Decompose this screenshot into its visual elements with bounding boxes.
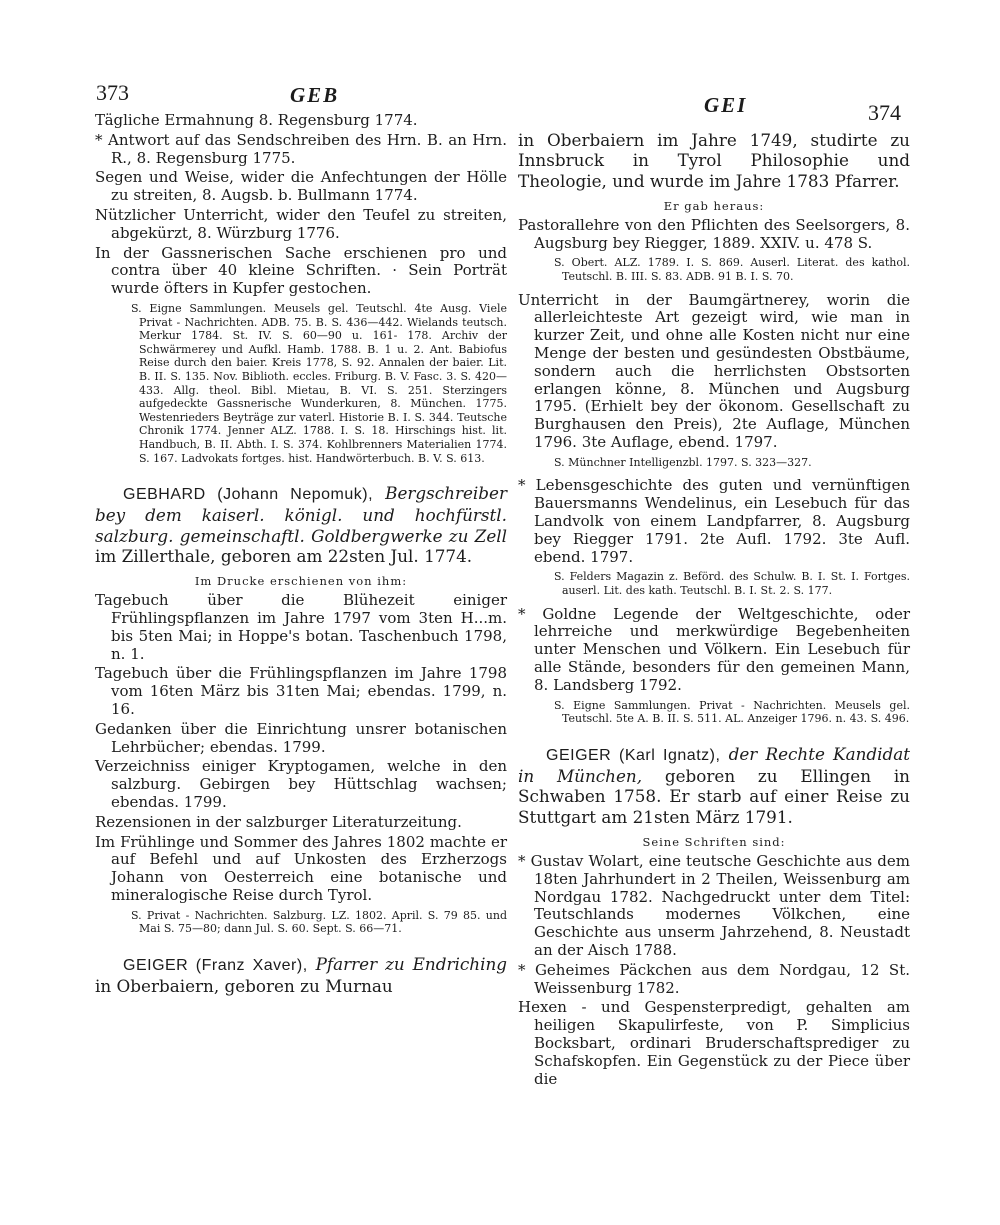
bibliography-entry: Nützlicher Unterricht, wider den Teufel zu streiten, abgekürzt, 8. Würzburg 1776.	[95, 205, 507, 242]
left-entries-top	[95, 112, 507, 298]
bibliography-entry: Gedanken über die Einrichtung unsrer botanischen Lehrbücher; ebendas. 1799.	[95, 719, 507, 756]
section-subheading: Seine Schriften sind:	[642, 834, 786, 849]
left-entries-mid	[95, 592, 507, 905]
bibliography-entry: Unterricht in der Baumgärtnerey, worin die allerleichteste Art gezeigt wird, wie man in kurzer Zeit, und ohne alle Kosten nicht nur eine Menge der besten und gesündesten Obstbäume, sondern auch die herrlichsten Obstsorten erlangen könne, 8. München und Augsburg 1795. (Erhielt bey der ökonom. Gesellschaft zu Burghausen den Preis), 2te Auflage, München 1796. 3te Auflage, ebend. 1797.	[518, 290, 910, 452]
biography-geiger-franz	[95, 954, 507, 997]
right-running-head: GEI	[704, 93, 748, 117]
section-subheading: Im Drucke erschienen von ihm:	[194, 574, 408, 589]
person-role: der Rechte Kandidat in München,	[518, 743, 911, 787]
source-note: S. Privat - Nachrichten. Salzburg. LZ. 1802. April. S. 79 85. und Mai S. 75—80; dann Jul. S. 60. Sept. S. 66—71.	[131, 908, 507, 936]
biography-gebhard	[95, 483, 507, 566]
bibliography-entry: * Goldne Legende der Weltgeschichte, oder lehrreiche und merkwürdige Begebenheiten unter Menschen und Völkern. Ein Lesebuch für alle Stände, besonders für den gemeinen Mann, 8. Landsberg 1792.	[518, 606, 910, 695]
person-role: Pfarrer zu Endriching	[315, 954, 507, 975]
bibliography-entry: Pastorallehre von den Pflichten des Seelsorgers, 8. Augsburg bey Riegger, 1889. XXIV. u. 478 S.	[518, 215, 910, 252]
source-note: S. Eigne Sammlungen. Meusels gel. Teutschl. 4te Ausg. Viele Privat - Nachrichten. ADB. 75. B. S. 436—442. Wielands teutsch. Merkur 1784. St. IV. S. 60—90 u. 161- 178. Archiv der Schwärmerey und Aufkl. Hamb. 1788. B. 1 u. 2. Ant. Babiofus Reise durch den baier. Kreis 1778, S. 92. Annalen der baier. Lit. B. II. S. 135. Nov. Biblioth. eccles. Friburg. B. V. Fasc. 3. S. 420—433. Allg. theol. Bibl. Mietau, B. VI. S. 251. Sterzingers aufgedeckte Gassnerische Wunderkuren, 8. München. 1775. Westenrieders Beyträge zur vaterl. Historie B. I. S. 344. Teutsche Chronik 1774. Jenner ALZ. 1788. I. S. 18. Hirschings hist. lit. Handbuch, B. II. Abth. I. S. 374. Kohlbrenners Materialien 1774. S. 167. Ladvokats fortges. hist. Handwörterbuch. B. V. S. 613.	[131, 301, 507, 465]
bibliography-entry: Im Frühlinge und Sommer des Jahres 1802 machte er auf Befehl und auf Unkosten des Erzherzogs Johann von Oesterreich eine botanische und mineralogische Reise durch Tyrol.	[95, 832, 507, 905]
person-details: in Oberbaiern, geboren zu Murnau	[95, 976, 393, 997]
left-page-number: 373	[96, 80, 129, 105]
source-note: S. Eigne Sammlungen. Privat - Nachrichten. Meusels gel. Teutschl. 5te A. B. II. S. 511. AL. Anzeiger 1796. n. 43. S. 496.	[554, 698, 910, 726]
bibliography-entry: Rezensionen in der salzburger Literaturzeitung.	[95, 812, 462, 831]
person-name: GEIGER (Karl Ignatz),	[546, 746, 721, 764]
bibliography-entry: Verzeichniss einiger Kryptogamen, welche in den salzburg. Gebirgen bey Hüttschlag wachsen; ebendas. 1799.	[95, 757, 507, 812]
left-running-head: GEB	[290, 83, 340, 107]
person-role: Bergschreiber bey dem kaiserl. königl. und hochfürstl. salzburg. gemeinschaftl. Goldbergwerke zu Zell	[95, 483, 507, 546]
bibliography-entry: * Antwort auf das Sendschreiben des Hrn. B. an Hrn. R., 8. Regensburg 1775.	[95, 132, 507, 168]
bibliography-entry: Hexen - und Gespensterpredigt, gehalten am heiligen Skapulirfeste, von P. Simplicius Bocksbart, ordinari Bruderschaftsprediger zu Schafskopfen. Ein Gegenstück zu der Piece über die	[518, 998, 910, 1088]
biography-geiger-karl	[518, 744, 910, 827]
bibliography-entry: * Gustav Wolart, eine teutsche Geschichte aus dem 18ten Jahrhundert in 2 Theilen, Weissenburg am Nordgau 1782. Nachgedruckt unter dem Titel: Teutschlands modernes Völkchen, eine Geschichte aus unserm Jahrzehend, 8. Neustadt an der Aisch 1788.	[518, 853, 910, 960]
left-column	[95, 112, 507, 1005]
person-details: geboren zu Ellingen in Schwaben 1758. Er starb auf einer Reise zu Stuttgart am 21sten März 1791.	[518, 766, 910, 827]
bibliography-entry: Tagebuch über die Frühlingspflanzen im Jahre 1798 vom 16ten März bis 31ten Mai; ebendas. 1799, n. 16.	[95, 664, 507, 719]
right-page-number: 374	[868, 100, 901, 125]
person-details: im Zillerthale, geboren am 22sten Jul. 1774.	[95, 545, 473, 566]
right-column	[518, 124, 910, 1090]
source-note: S. Münchner Intelligenzbl. 1797. S. 323—327.	[554, 455, 812, 469]
bibliography-entry: Tägliche Ermahnung 8. Regensburg 1774.	[95, 111, 418, 129]
bibliography-entry: In der Gassnerischen Sache erschienen pro und contra über 40 kleine Schriften. · Sein Porträt wurde öfters in Kupfer gestochen.	[95, 243, 507, 298]
source-note: S. Felders Magazin z. Beförd. des Schulw. B. I. St. I. Fortges. auserl. Lit. des kath. Teutschl. B. I. St. 2. S. 177.	[554, 570, 910, 598]
biography-continuation: in Oberbaiern im Jahre 1749, studirte zu Innsbruck in Tyrol Philosophie und Theologie, und wurde im Jahre 1783 Pfarrer.	[518, 130, 910, 191]
bibliography-entry: * Geheimes Päckchen aus dem Nordgau, 12 St. Weissenburg 1782.	[518, 962, 910, 998]
bibliography-entry: Segen und Weise, wider die Anfechtungen der Hölle zu streiten, 8. Augsb. b. Bullmann 1774.	[95, 168, 507, 205]
bibliography-entry: * Lebensgeschichte des guten und vernünftigen Bauersmanns Wendelinus, ein Lesebuch für das Landvolk von einem Landpfarrer, 8. Augsburg bey Riegger 1791. 2te Aufl. 1792. 3te Aufl. ebend. 1797.	[518, 477, 910, 566]
bibliography-entry: Tagebuch über die Blühezeit einiger Frühlingspflanzen im Jahre 1797 vom 3ten H...m. bis 5ten Mai; in Hoppe's botan. Taschenbuch 1798, n. 1.	[95, 591, 507, 663]
section-subheading: Er gab heraus:	[663, 198, 765, 213]
person-name: GEBHARD (Johann Nepomuk),	[123, 486, 374, 504]
person-name: GEIGER (Franz Xaver),	[123, 957, 308, 975]
source-note: S. Obert. ALZ. 1789. I. S. 869. Auserl. Literat. des kathol. Teutschl. B. III. S. 83. ADB. 91 B. I. S. 70.	[554, 256, 910, 284]
